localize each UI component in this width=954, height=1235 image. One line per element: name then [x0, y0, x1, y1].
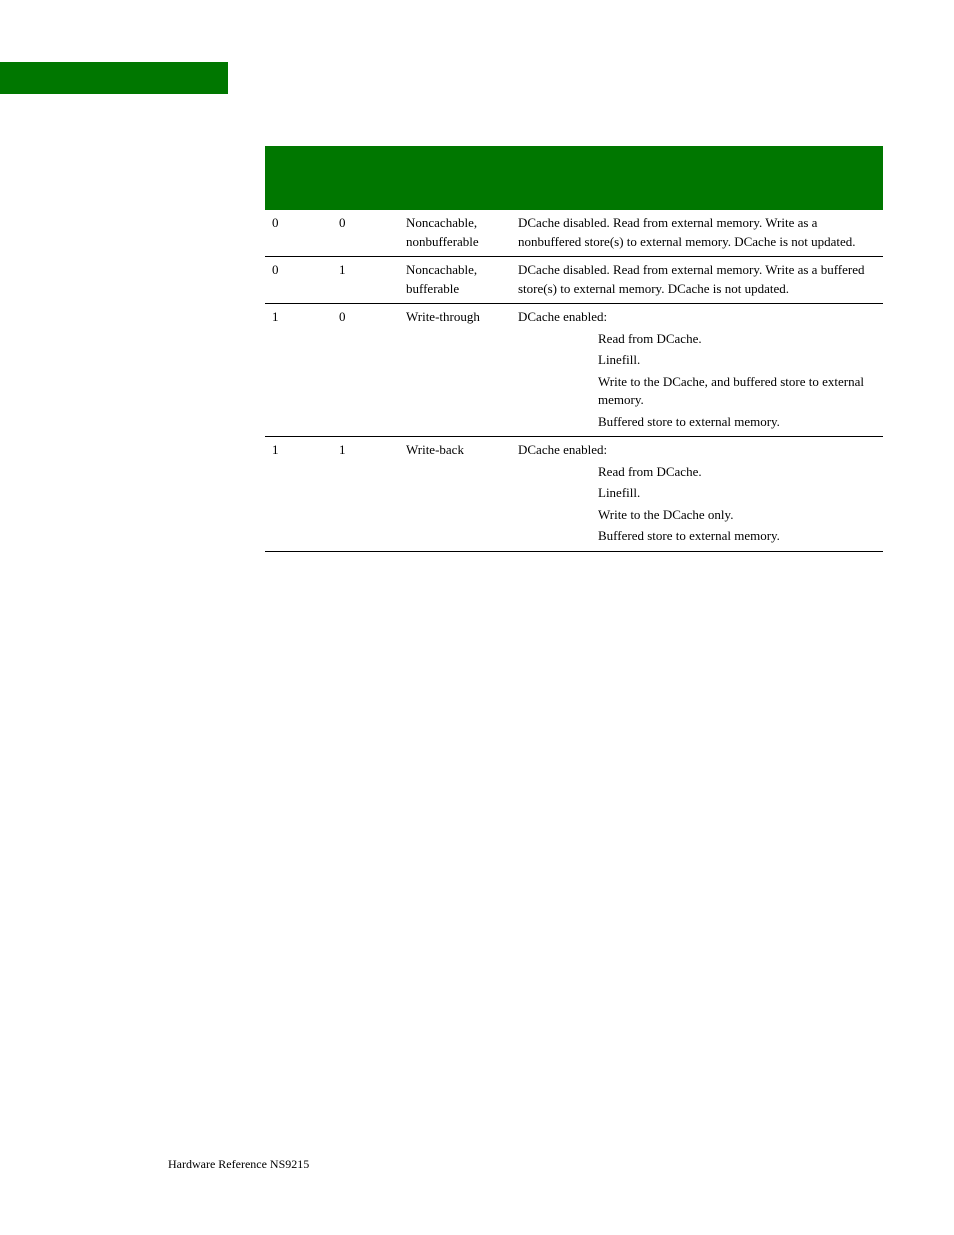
description-text: DCache enabled:: [518, 442, 608, 457]
cell-c-bit: 0: [272, 215, 279, 230]
table-header: [265, 146, 883, 210]
cell-b-bit: 1: [339, 442, 346, 457]
list-item: Buffered store to external memory.: [598, 413, 780, 429]
chapter-tab-bar: [0, 62, 228, 94]
description-text: DCache enabled:: [518, 309, 608, 324]
cell-mode: Write-back: [406, 442, 464, 457]
cell-c-bit: 1: [272, 309, 279, 324]
table-body: [265, 210, 883, 552]
cell-description: [511, 257, 883, 304]
cell-description: [511, 304, 883, 437]
list-item: Linefill.: [598, 485, 641, 500]
description-text: DCache disabled. Read from external memory. Write as a nonbuffered store(s) to external memory. DCache is not updated.: [518, 215, 856, 249]
cell-c-bit: 0: [272, 262, 279, 277]
cell-b-bit: 0: [339, 215, 346, 230]
list-item: Write to the DCache, and buffered store to external memory.: [598, 373, 864, 407]
cell-mode: Noncachable, nonbufferable: [406, 215, 479, 249]
table-row: [265, 210, 883, 257]
table-row: [265, 304, 883, 437]
cell-description: [511, 437, 883, 552]
cell-b-bit: 1: [339, 262, 346, 277]
page-footer: Hardware Reference NS9215: [168, 1157, 310, 1171]
list-item: Linefill.: [598, 352, 641, 367]
list-item: Write to the DCache only.: [598, 506, 734, 522]
cell-description: [511, 210, 883, 257]
cache-mode-table: [265, 146, 883, 552]
list-item: Read from DCache.: [598, 330, 702, 346]
list-item: Read from DCache.: [598, 463, 702, 479]
table-row: [265, 437, 883, 552]
description-text: DCache disabled. Read from external memory. Write as a buffered store(s) to external memory. DCache is not updated.: [518, 262, 865, 296]
list-item: Buffered store to external memory.: [598, 528, 780, 543]
table-row: [265, 257, 883, 304]
cell-c-bit: 1: [272, 442, 279, 457]
cell-b-bit: 0: [339, 309, 346, 324]
cell-mode: Noncachable, bufferable: [406, 262, 478, 296]
cell-mode: Write-through: [406, 309, 480, 324]
